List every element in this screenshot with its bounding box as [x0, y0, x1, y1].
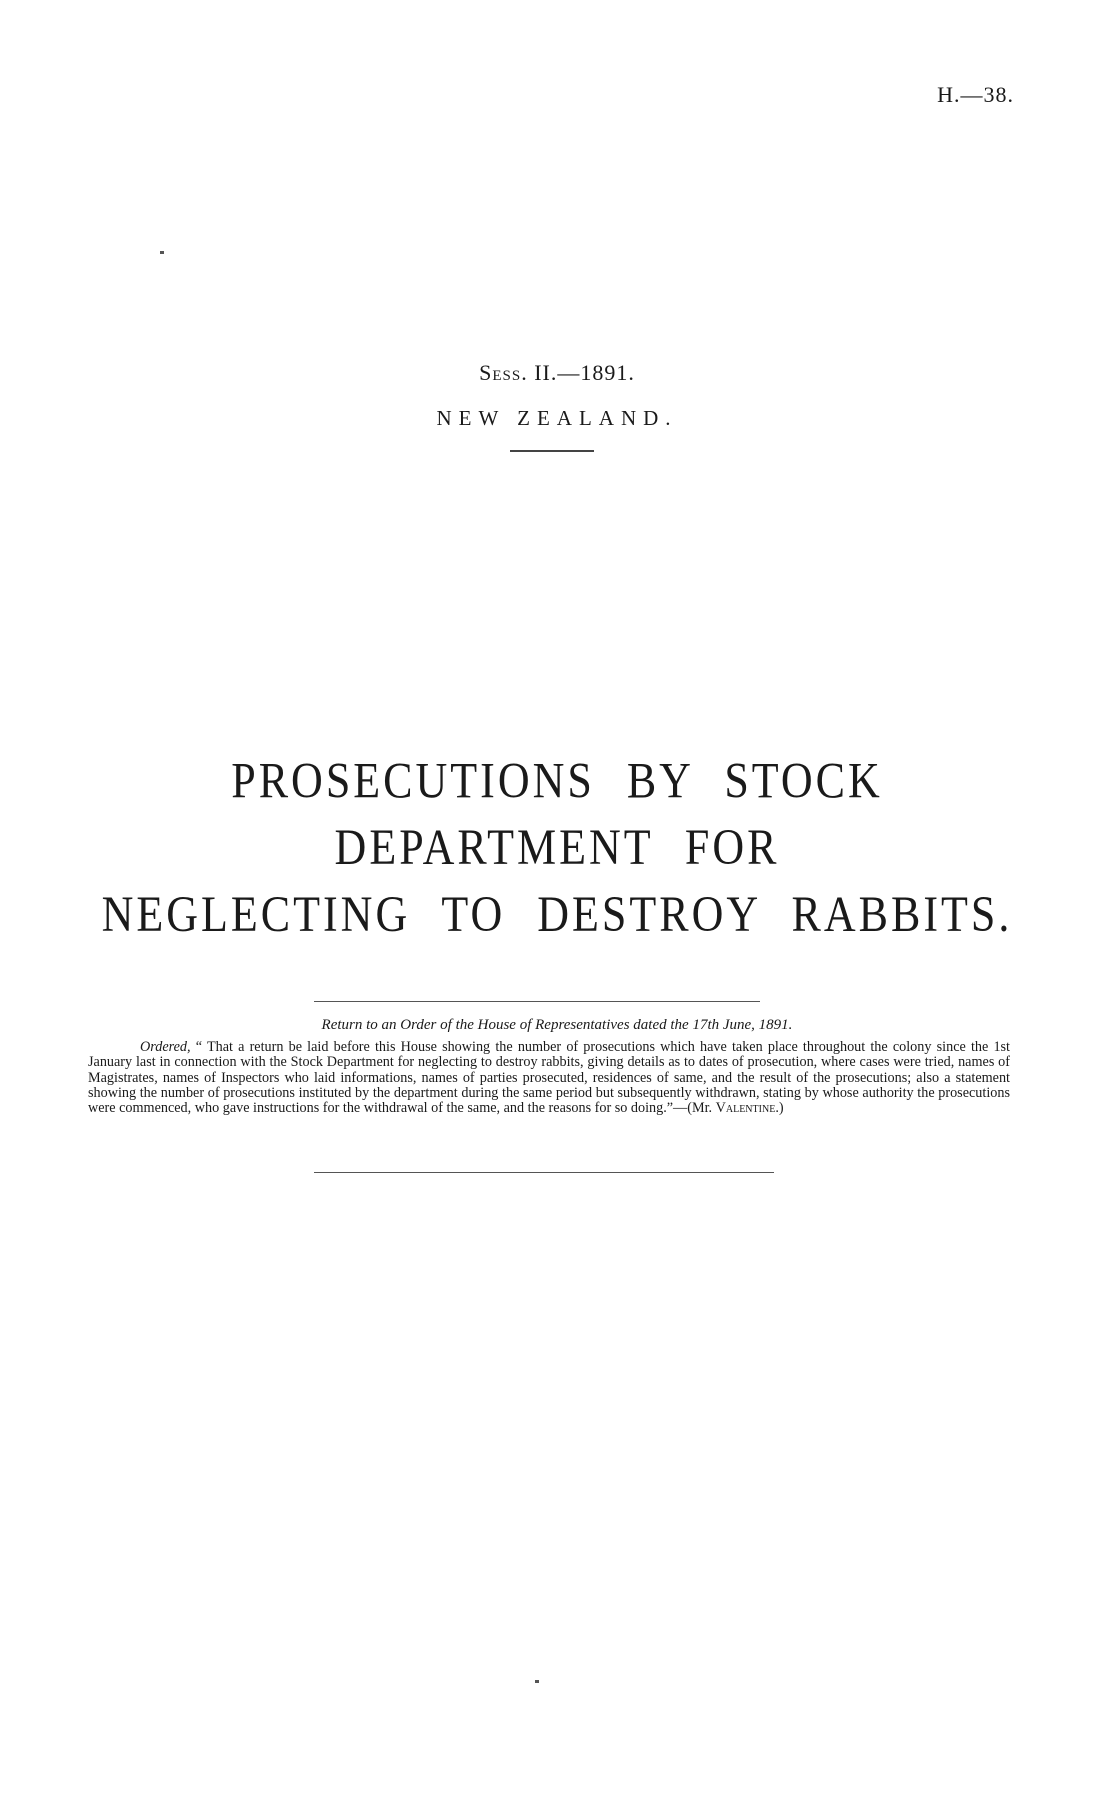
- document-title: [86, 748, 1028, 948]
- order-close: .): [775, 1100, 784, 1117]
- return-order-caption: Return to an Order of the House of Representatives dated the 17th June, 1891.: [321, 1017, 793, 1033]
- page-reference: H.—38.: [937, 82, 1014, 107]
- section-rule-top: [314, 1001, 760, 1002]
- print-speck: [160, 251, 164, 254]
- heading-divider: [510, 450, 594, 452]
- section-rule-bottom: [314, 1172, 774, 1173]
- order-lead: Ordered,: [140, 1039, 191, 1055]
- session-text: Sess. II.—1891.: [479, 360, 635, 385]
- order-mover: Valentine: [715, 1100, 776, 1117]
- session-line: [0, 360, 1114, 386]
- title-line-2: NEGLECTING TO DESTROY RABBITS.: [101, 886, 1013, 943]
- order-body: “ That a return be laid before this House showing the number of prosecutions which have taken place throughout the colony since the 1st January last in connection with the Stock Department for neglecting to destroy rabbits, giving details as to dates of prosecution, where cases were tried, names of Magistrates, names of Inspectors who laid informations, names of parties prosecuted, residences of same, and the result of the prosecutions; also a statement showing the number of prosecutions instituted by the department during the same period but subsequently withdrawn, stating by whose authority the prosecutions were commenced, who gave instructions for the withdrawal of the same, and the reasons for so doing.”—(Mr.: [88, 1039, 1010, 1117]
- print-speck: [535, 1680, 539, 1683]
- order-paragraph: [88, 1040, 1010, 1116]
- title-line-1: PROSECUTIONS BY STOCK DEPARTMENT FOR: [231, 752, 883, 876]
- country-heading: NEW ZEALAND.: [436, 406, 678, 430]
